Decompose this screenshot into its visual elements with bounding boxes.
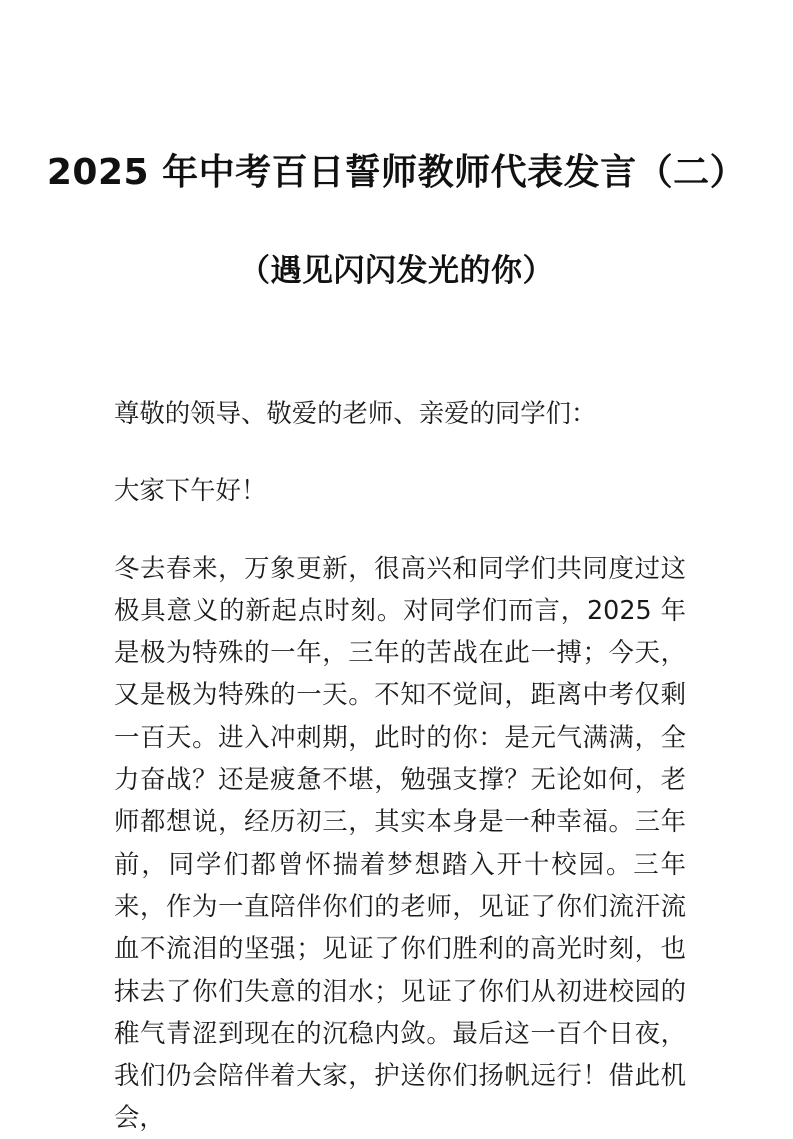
document-body xyxy=(114,392,686,1139)
greeting-line: 大家下午好！ xyxy=(114,475,267,506)
body-paragraph: 冬去春来，万象更新，很高兴和同学们共同度过这极具意义的新起点时刻。对同学们而言，2025 年是极为特殊的一年，三年的苦战在此一搏；今天，又是极为特殊的一天。不知不觉间，距离中考仅剩一百天。进入冲刺期，此时的你：是元气满满，全力奋战？还是疲惫不堪，勉强支撑？无论如何，老师都想说，经历初三，其实本身是一种幸福。三年前，同学们都曾怀揣着梦想踏入开十校园。三年来，作为一直陪伴你们的老师，见证了你们流汗流血不流泪的坚强；见证了你们胜利的高光时刻，也抹去了你们失意的泪水；见证了你们从初进校园的稚气青涩到现在的沉稳内敛。最后这一百个日夜，我们仍会陪伴着大家，护送你们扬帆远行！借此机会， xyxy=(114,552,686,1133)
page-subtitle: （遇见闪闪发光的你） xyxy=(239,252,554,289)
salutation-line: 尊敬的领导、敬爱的老师、亲爱的同学们： xyxy=(114,398,597,428)
page-title: 2025 年中考百日誓师教师代表发言（二） xyxy=(46,152,747,194)
